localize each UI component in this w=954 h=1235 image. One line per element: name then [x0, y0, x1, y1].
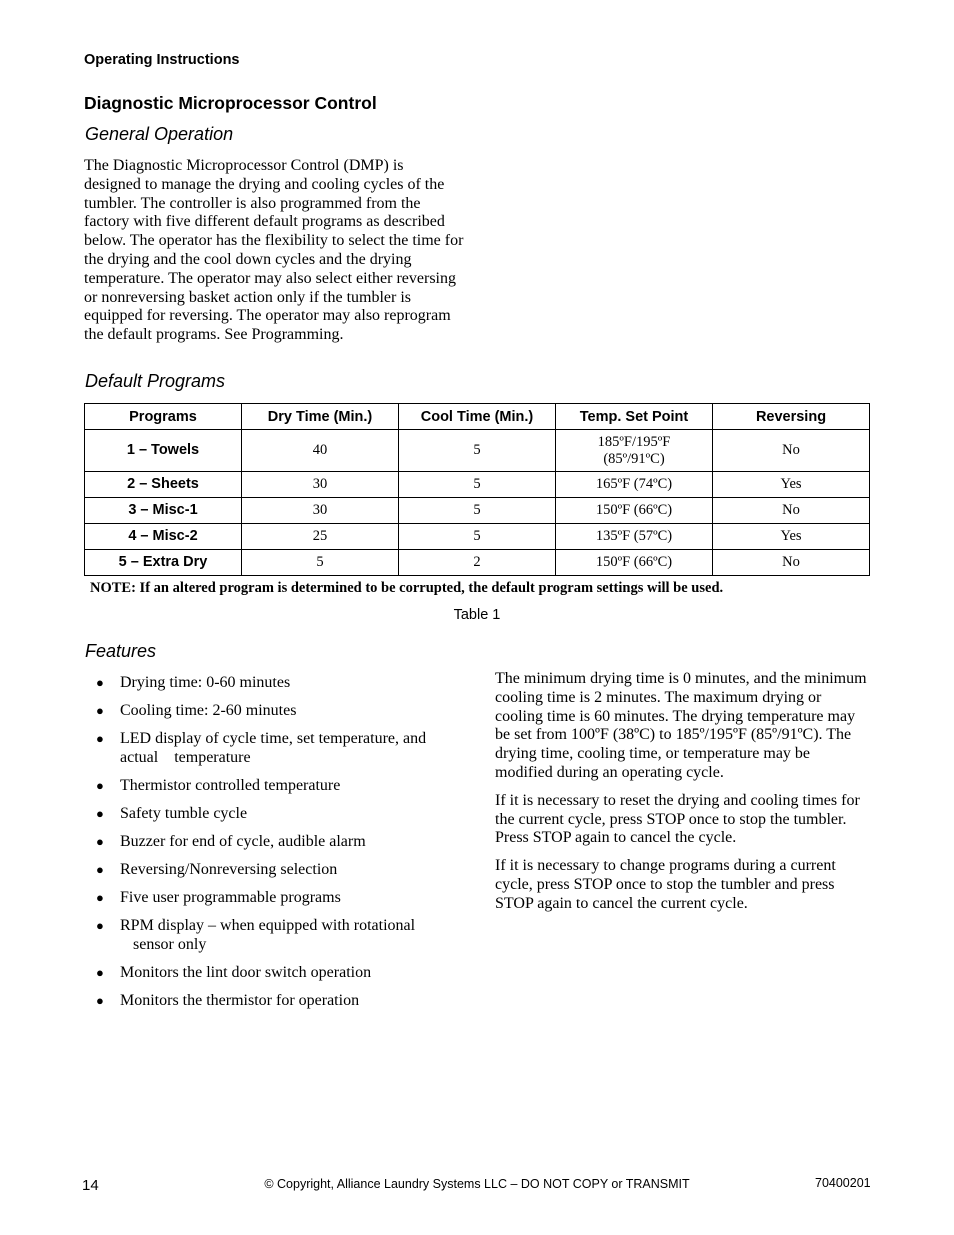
bullet-icon: ●: [96, 890, 104, 905]
paragraph: If it is necessary to change programs during a current cycle, press STOP once to stop the tumbler and press STOP again to cancel the current cycle.: [495, 857, 836, 912]
feature-text: Cooling time: 2-60 minutes: [120, 702, 297, 719]
reversing-cell: No: [713, 498, 870, 524]
general-operation-text: The Diagnostic Microprocessor Control (DMP) is designed to manage the drying and cooling cycles of the tumbler. The controller is also programmed from the factory with five different default programs as described below. The operator has the flexibility to select the time for the drying and the cool down cycles and the drying temperature. The operator may also select either reversing or nonreversing basket action only if the tumbler is equipped for reversing. The operator may also reprogram the default programs. See Programming.: [84, 157, 464, 344]
features-heading: Features: [85, 641, 157, 661]
document-number: 70400201: [815, 1176, 871, 1190]
feature-text: Reversing/Nonreversing selection: [120, 861, 338, 878]
table-header-row: [85, 404, 870, 430]
list-item: [96, 804, 466, 823]
temp-set-point-cell: 150ºF (66ºC): [556, 550, 713, 576]
feature-text: Drying time: 0-60 minutes: [120, 674, 291, 691]
reversing-cell: No: [713, 550, 870, 576]
feature-text: Buzzer for end of cycle, audible alarm: [120, 833, 366, 850]
list-item: [96, 888, 466, 907]
feature-text: Monitors the lint door switch operation: [120, 964, 372, 981]
table-caption: Table 1: [453, 607, 501, 623]
column-header-programs: Programs: [85, 404, 242, 430]
feature-text: Safety tumble cycle: [120, 805, 248, 822]
page-title: Diagnostic Microprocessor Control: [84, 93, 377, 113]
cool-time-cell: 2: [399, 550, 556, 576]
dry-time-cell: 25: [242, 524, 399, 550]
temp-line-2: (85º/91ºC): [603, 450, 665, 467]
cool-time-cell: 5: [399, 498, 556, 524]
program-name-cell: 3 – Misc-1: [85, 498, 242, 524]
dry-time-cell: 30: [242, 472, 399, 498]
temp-set-point-cell: 135ºF (57ºC): [556, 524, 713, 550]
column-header-temp-set-point: Temp. Set Point: [556, 404, 713, 430]
table-row: [85, 524, 870, 550]
program-name-cell: 4 – Misc-2: [85, 524, 242, 550]
list-item: [96, 860, 466, 879]
bullet-icon: ●: [96, 675, 104, 690]
dry-time-cell: 5: [242, 550, 399, 576]
list-item: [96, 673, 466, 692]
bullet-icon: ●: [96, 806, 104, 821]
table-row: [85, 472, 870, 498]
bullet-icon: ●: [96, 731, 104, 746]
list-item: [96, 916, 466, 954]
default-programs-heading: Default Programs: [85, 371, 226, 391]
column-header-dry-time: Dry Time (Min.): [242, 404, 399, 430]
paragraph: If it is necessary to reset the drying and cooling times for the current cycle, press STOP once to stop the tumbler. Press STOP again to cancel the cycle.: [495, 791, 860, 847]
temp-set-point-cell: 150ºF (66ºC): [556, 498, 713, 524]
reversing-cell: No: [713, 430, 870, 472]
feature-text-continued: actual temperature: [120, 749, 251, 766]
bullet-icon: ●: [96, 862, 104, 877]
feature-text-continued: sensor only: [133, 936, 207, 953]
copyright-notice: © Copyright, Alliance Laundry Systems LLC – DO NOT COPY or TRANSMIT: [264, 1177, 690, 1191]
section-label: Operating Instructions: [84, 52, 240, 68]
list-item: [96, 776, 466, 795]
list-item: [96, 832, 466, 851]
dry-time-cell: 40: [242, 430, 399, 472]
features-description: [495, 670, 870, 923]
cool-time-cell: 5: [399, 524, 556, 550]
bullet-icon: ●: [96, 965, 104, 980]
bullet-icon: ●: [96, 834, 104, 849]
general-operation-heading: General Operation: [85, 124, 234, 144]
feature-text: Thermistor controlled temperature: [120, 777, 341, 794]
cool-time-cell: 5: [399, 430, 556, 472]
list-item: [96, 991, 466, 1010]
program-name-cell: 5 – Extra Dry: [85, 550, 242, 576]
column-header-reversing: Reversing: [713, 404, 870, 430]
bullet-icon: ●: [96, 778, 104, 793]
bullet-icon: ●: [96, 703, 104, 718]
program-name-cell: 1 – Towels: [85, 430, 242, 472]
reversing-cell: Yes: [713, 524, 870, 550]
default-programs-table: [84, 403, 870, 576]
table-row: [85, 498, 870, 524]
feature-text: RPM display – when equipped with rotational: [120, 917, 416, 934]
feature-text: Monitors the thermistor for operation: [120, 992, 360, 1009]
temp-line-1: 185ºF/195ºF: [597, 433, 671, 450]
cool-time-cell: 5: [399, 472, 556, 498]
reversing-cell: Yes: [713, 472, 870, 498]
table-row: [85, 550, 870, 576]
column-header-cool-time: Cool Time (Min.): [399, 404, 556, 430]
list-item: [96, 729, 466, 767]
page-number: 14: [82, 1177, 99, 1194]
dry-time-cell: 30: [242, 498, 399, 524]
paragraph: The minimum drying time is 0 minutes, and the minimum cooling time is 2 minutes. The maximum drying or cooling time is 60 minutes. The drying temperature may be set from 100ºF (38ºC) to 185º/195ºF (85º/91ºC). The drying time, cooling time, or temperature may be modified during an operating cycle.: [495, 670, 867, 781]
temp-set-point-cell: [556, 430, 713, 472]
table-note: NOTE: If an altered program is determined to be corrupted, the default program settings will be used.: [90, 580, 724, 596]
bullet-icon: ●: [96, 918, 104, 933]
temp-set-point-cell: 165ºF (74ºC): [556, 472, 713, 498]
list-item: [96, 963, 466, 982]
list-item: [96, 701, 466, 720]
bullet-icon: ●: [96, 993, 104, 1008]
feature-text: LED display of cycle time, set temperature, and: [120, 730, 427, 747]
table-row: [85, 430, 870, 472]
program-name-cell: 2 – Sheets: [85, 472, 242, 498]
features-list: [96, 673, 466, 1019]
feature-text: Five user programmable programs: [120, 889, 341, 906]
